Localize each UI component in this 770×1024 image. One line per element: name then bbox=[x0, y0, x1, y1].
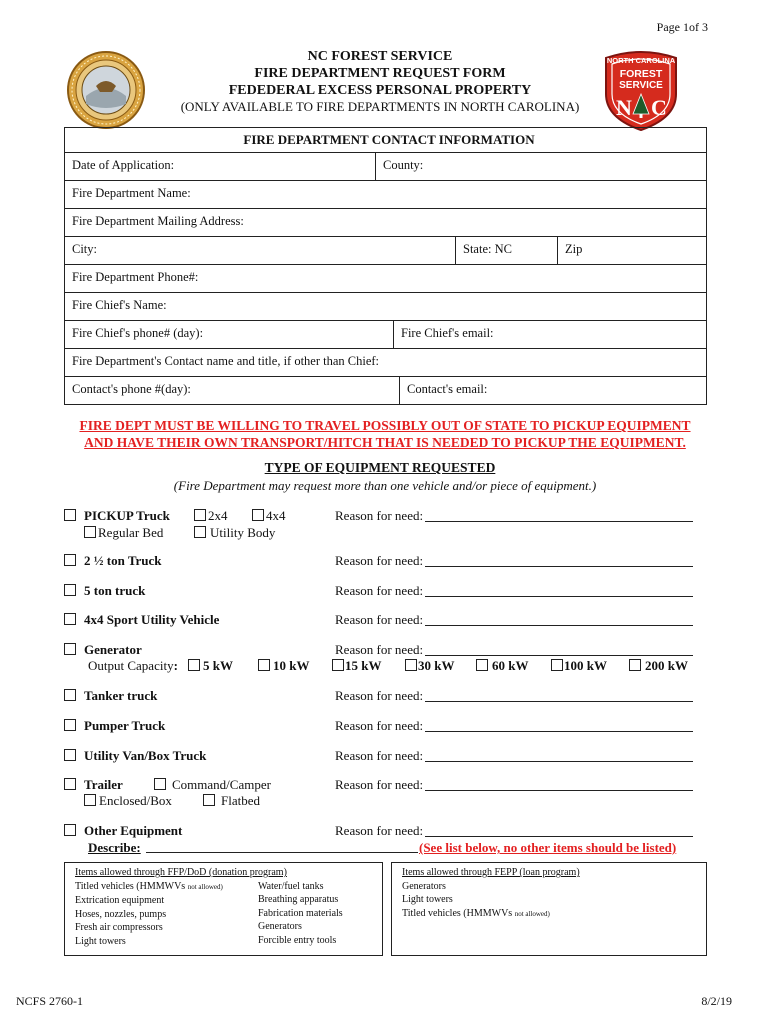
kw-100-checkbox[interactable] bbox=[551, 659, 563, 671]
tanker-reason-field[interactable]: Reason for need: bbox=[335, 688, 693, 704]
nc-state-seal bbox=[66, 50, 146, 130]
pickup-truck-checkbox[interactable] bbox=[64, 509, 76, 521]
header-form-name: FIRE DEPARTMENT REQUEST FORM bbox=[254, 66, 506, 81]
travel-warning-line-1: FIRE DEPT MUST BE WILLING TO TRAVEL POSSIBLY OUT OF STATE TO PICKUP EQUIPMENT bbox=[79, 418, 691, 433]
ffp-item: Hoses, nozzles, pumps bbox=[75, 908, 167, 920]
output-capacity-label: Output Capacity: bbox=[88, 658, 178, 673]
fepp-box-title: Items allowed through FEPP (loan program) bbox=[402, 867, 580, 878]
generator-reason-field[interactable]: Reason for need: bbox=[335, 642, 693, 658]
fepp-item: Light towers bbox=[402, 894, 453, 905]
sport-utility-vehicle-option[interactable]: 4x4 Sport Utility Vehicle bbox=[64, 612, 219, 628]
trailer-reason-field[interactable]: Reason for need: bbox=[335, 777, 693, 793]
other-equipment-option[interactable]: Other Equipment bbox=[64, 823, 182, 839]
contact-name-title-field[interactable]: Fire Department's Contact name and title, if other than Chief: bbox=[72, 354, 380, 368]
ffp-items-box bbox=[64, 862, 383, 956]
city-field[interactable]: City: bbox=[72, 242, 98, 256]
travel-warning-line-2: AND HAVE THEIR OWN TRANSPORT/HITCH THAT IS NEEDED TO PICKUP THE EQUIPMENT. bbox=[84, 435, 686, 450]
pickup-4x4-option[interactable]: 4x4 bbox=[252, 508, 286, 524]
ffp-item: Fabrication materials bbox=[258, 907, 343, 919]
suv-reason-field[interactable]: Reason for need: bbox=[335, 612, 693, 628]
two-half-ton-reason-field[interactable]: Reason for need: bbox=[335, 553, 693, 569]
fepp-items-box bbox=[391, 862, 707, 956]
form-header bbox=[140, 48, 620, 115]
five-ton-truck-checkbox[interactable] bbox=[64, 584, 76, 596]
pumper-truck-checkbox[interactable] bbox=[64, 719, 76, 731]
two-half-ton-truck-checkbox[interactable] bbox=[64, 554, 76, 566]
kw-10-option[interactable]: 10 kW bbox=[258, 658, 309, 674]
badge-top-text: NORTH CAROLINA bbox=[606, 56, 676, 65]
pumper-truck-option[interactable]: Pumper Truck bbox=[64, 718, 165, 734]
ffp-item: Light towers bbox=[75, 935, 126, 947]
ffp-item: Breathing apparatus bbox=[258, 894, 339, 905]
van-reason-field[interactable]: Reason for need: bbox=[335, 748, 693, 764]
ffp-item: Titled vehicles (HMMWVs not allowed) bbox=[75, 880, 223, 892]
fire-chief-name-field[interactable]: Fire Chief's Name: bbox=[72, 298, 167, 312]
other-equipment-checkbox[interactable] bbox=[64, 824, 76, 836]
other-reason-field[interactable]: Reason for need: bbox=[335, 823, 693, 839]
pickup-utility-body-checkbox[interactable] bbox=[194, 526, 206, 538]
kw-30-checkbox[interactable] bbox=[405, 659, 417, 671]
date-of-application-field[interactable]: Date of Application: bbox=[72, 158, 175, 172]
form-id: NCFS 2760-1 bbox=[16, 994, 84, 1008]
trailer-checkbox[interactable] bbox=[64, 778, 76, 790]
badge-service-text: SERVICE bbox=[619, 80, 663, 91]
kw-15-checkbox[interactable] bbox=[332, 659, 344, 671]
badge-forest-text: FOREST bbox=[619, 68, 663, 80]
contact-email-field[interactable]: Contact's email: bbox=[399, 377, 706, 404]
trailer-command-camper-checkbox[interactable] bbox=[154, 778, 166, 790]
page-number: Page 1of 3 bbox=[656, 20, 708, 34]
trailer-command-camper-option[interactable]: Command/Camper bbox=[154, 777, 271, 793]
utility-van-option[interactable]: Utility Van/Box Truck bbox=[64, 748, 206, 764]
pickup-regular-bed-checkbox[interactable] bbox=[84, 526, 96, 538]
trailer-option[interactable]: Trailer bbox=[64, 777, 123, 793]
header-eligibility: (ONLY AVAILABLE TO FIRE DEPARTMENTS IN NORTH CAROLINA) bbox=[180, 99, 580, 114]
generator-checkbox[interactable] bbox=[64, 643, 76, 655]
kw-10-checkbox[interactable] bbox=[258, 659, 270, 671]
describe-field-line[interactable] bbox=[146, 852, 418, 853]
utility-van-checkbox[interactable] bbox=[64, 749, 76, 761]
state-field[interactable]: State: NC bbox=[455, 237, 557, 264]
county-field[interactable]: County: bbox=[375, 153, 706, 180]
trailer-enclosed-checkbox[interactable] bbox=[84, 794, 96, 806]
contact-info-table bbox=[64, 127, 707, 405]
see-list-note: (See list below, no other items should be listed) bbox=[419, 840, 677, 855]
header-agency: NC FOREST SERVICE bbox=[307, 49, 453, 64]
pickup-2x4-option[interactable]: 2x4 bbox=[194, 508, 228, 524]
five-ton-reason-field[interactable]: Reason for need: bbox=[335, 583, 693, 599]
equipment-section-subtitle: (Fire Department may request more than one vehicle and/or piece of equipment.) bbox=[173, 478, 597, 493]
generator-option[interactable]: Generator bbox=[64, 642, 142, 658]
ffp-col-1 bbox=[75, 880, 260, 949]
fepp-item: Titled vehicles (HMMWVs not allowed) bbox=[402, 907, 550, 919]
mailing-address-field[interactable]: Fire Department Mailing Address: bbox=[72, 214, 244, 228]
kw-5-checkbox[interactable] bbox=[188, 659, 200, 671]
trailer-flatbed-option[interactable]: Flatbed bbox=[203, 793, 260, 809]
pickup-utility-body-option[interactable]: Utility Body bbox=[194, 525, 275, 541]
form-revision-date: 8/2/19 bbox=[701, 994, 732, 1008]
kw-100-option[interactable]: 100 kW bbox=[551, 658, 607, 674]
trailer-enclosed-option[interactable]: Enclosed/Box bbox=[84, 793, 172, 809]
ffp-item: Fresh air compressors bbox=[75, 922, 163, 933]
header-program: FEDEDERAL EXCESS PERSONAL PROPERTY bbox=[228, 83, 532, 98]
kw-15-option[interactable]: 15 kW bbox=[332, 658, 381, 674]
ffp-item: Extrication equipment bbox=[75, 895, 165, 906]
kw-60-checkbox[interactable] bbox=[476, 659, 488, 671]
pickup-truck-option[interactable]: PICKUP Truck bbox=[64, 508, 170, 524]
sport-utility-vehicle-checkbox[interactable] bbox=[64, 613, 76, 625]
pickup-2x4-checkbox[interactable] bbox=[194, 509, 206, 521]
ffp-item: Water/fuel tanks bbox=[258, 880, 324, 892]
fire-chief-email-field[interactable]: Fire Chief's email: bbox=[393, 321, 706, 348]
trailer-flatbed-checkbox[interactable] bbox=[203, 794, 215, 806]
ffp-item: Forcible entry tools bbox=[258, 934, 337, 946]
pumper-reason-field[interactable]: Reason for need: bbox=[335, 718, 693, 734]
fire-department-name-field[interactable]: Fire Department Name: bbox=[72, 186, 191, 200]
ffp-box-title: Items allowed through FFP/DoD (donation program) bbox=[75, 867, 287, 878]
kw-5-option[interactable]: 5 kW bbox=[188, 658, 233, 674]
ffp-col-2 bbox=[258, 880, 388, 948]
tanker-truck-checkbox[interactable] bbox=[64, 689, 76, 701]
equipment-section-title: TYPE OF EQUIPMENT REQUESTED bbox=[264, 460, 496, 475]
kw-30-option[interactable]: 30 kW bbox=[405, 658, 454, 674]
ffp-item: Generators bbox=[258, 921, 302, 932]
describe-label: Describe: bbox=[88, 840, 141, 855]
fire-chief-phone-field[interactable]: Fire Chief's phone# (day): bbox=[72, 326, 204, 340]
pickup-4x4-checkbox[interactable] bbox=[252, 509, 264, 521]
zip-field[interactable]: Zip bbox=[557, 237, 706, 264]
five-ton-truck-option[interactable]: 5 ton truck bbox=[64, 583, 145, 599]
two-half-ton-truck-option[interactable]: 2 ½ ton Truck bbox=[64, 553, 162, 569]
badge-n-letter: N bbox=[616, 95, 632, 120]
contact-table-title: FIRE DEPARTMENT CONTACT INFORMATION bbox=[243, 132, 535, 147]
tanker-truck-option[interactable]: Tanker truck bbox=[64, 688, 157, 704]
fepp-item: Generators bbox=[402, 880, 446, 892]
contact-phone-field[interactable]: Contact's phone #(day): bbox=[72, 382, 191, 396]
fire-department-phone-field[interactable]: Fire Department Phone#: bbox=[72, 270, 199, 284]
badge-c-letter: C bbox=[651, 95, 667, 120]
kw-200-option[interactable]: 200 kW bbox=[629, 658, 688, 674]
kw-200-checkbox[interactable] bbox=[629, 659, 641, 671]
pickup-reason-field[interactable]: Reason for need: bbox=[335, 508, 693, 524]
kw-60-option[interactable]: 60 kW bbox=[476, 658, 528, 674]
pickup-regular-bed-option[interactable]: Regular Bed bbox=[84, 525, 163, 541]
